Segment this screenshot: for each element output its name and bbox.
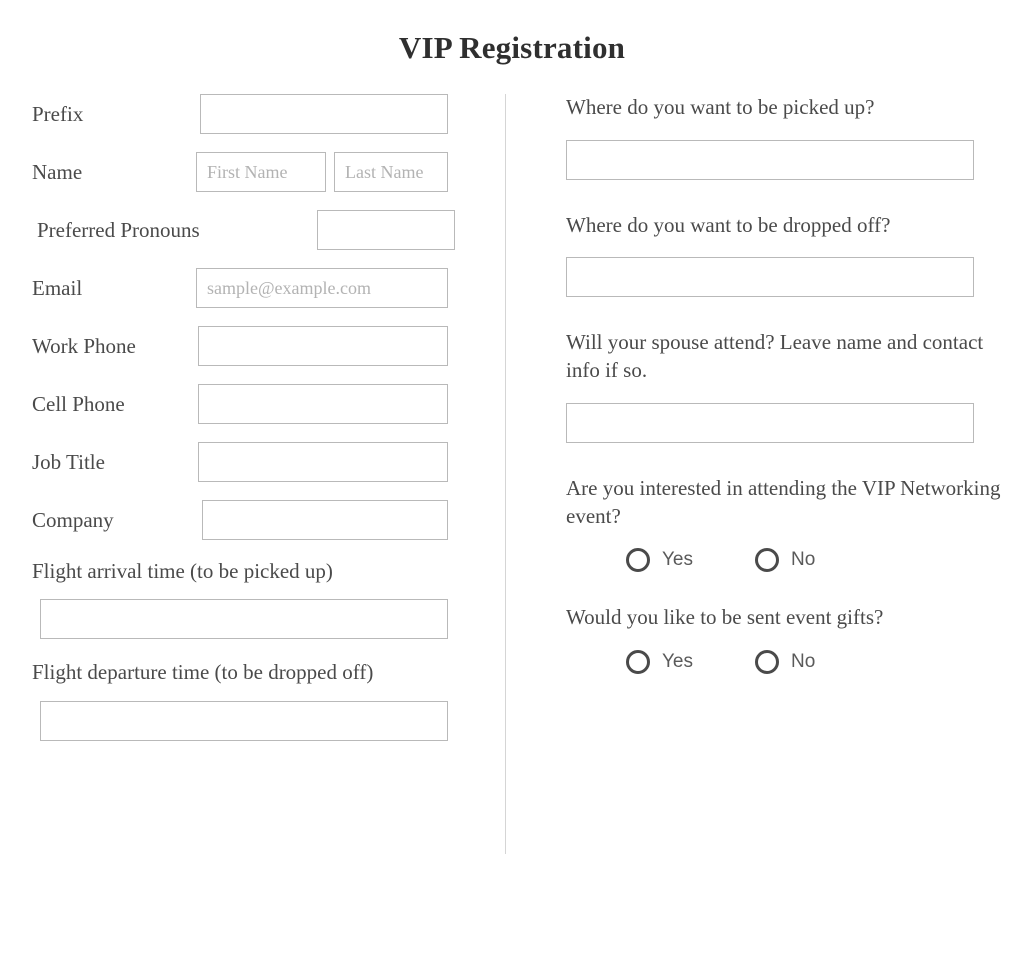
radio-circle-icon[interactable]: [755, 548, 779, 572]
prefix-label: Prefix: [32, 101, 84, 126]
field-row-email: [32, 268, 485, 308]
cell-phone-input[interactable]: [198, 384, 448, 424]
radio-circle-icon[interactable]: [755, 650, 779, 674]
spouse-label: Will your spouse attend? Leave name and contact info if so.: [566, 330, 984, 383]
job-title-input[interactable]: [198, 442, 448, 482]
radio-circle-icon[interactable]: [626, 548, 650, 572]
field-row-cell-phone: [32, 384, 485, 424]
question-block-networking: [566, 475, 1004, 572]
email-input[interactable]: [196, 268, 448, 308]
field-block-flight-arrival: [32, 558, 485, 639]
gifts-option-no-label: No: [791, 651, 816, 673]
question-block-gifts: [566, 604, 1004, 674]
networking-option-yes[interactable]: [626, 548, 693, 572]
networking-label: Are you interested in attending the VIP Networking event?: [566, 475, 1001, 528]
work-phone-input[interactable]: [198, 326, 448, 366]
job-title-label: Job Title: [32, 449, 105, 474]
dropoff-label: Where do you want to be dropped off?: [566, 212, 891, 237]
work-phone-label: Work Phone: [32, 333, 136, 358]
cell-phone-label: Cell Phone: [32, 391, 125, 416]
first-name-input[interactable]: [196, 152, 326, 192]
gifts-radio-group: [566, 650, 1004, 674]
flight-arrival-label: Flight arrival time (to be picked up): [32, 559, 333, 583]
field-block-flight-departure: [32, 659, 485, 740]
company-label: Company: [32, 507, 114, 532]
field-row-pronouns: [32, 210, 485, 250]
networking-option-no-label: No: [791, 549, 816, 571]
company-input[interactable]: [202, 500, 448, 540]
flight-arrival-input[interactable]: [40, 599, 448, 639]
question-block-dropoff: [566, 212, 1004, 298]
networking-option-yes-label: Yes: [662, 549, 693, 571]
field-row-work-phone: [32, 326, 485, 366]
dropoff-input[interactable]: [566, 257, 974, 297]
gifts-option-yes-label: Yes: [662, 651, 693, 673]
email-label: Email: [32, 275, 83, 300]
page-title: VIP Registration: [398, 30, 626, 65]
right-column: [506, 94, 1024, 854]
gifts-label: Would you like to be sent event gifts?: [566, 605, 884, 630]
question-block-spouse: [566, 329, 1004, 442]
name-label: Name: [32, 159, 83, 184]
left-column: [0, 94, 505, 854]
prefix-input[interactable]: [200, 94, 448, 134]
spouse-input[interactable]: [566, 403, 974, 443]
flight-departure-input[interactable]: [40, 701, 448, 741]
field-row-name: [32, 152, 485, 192]
field-row-job-title: [32, 442, 485, 482]
last-name-input[interactable]: [334, 152, 448, 192]
field-row-company: [32, 500, 485, 540]
flight-departure-label: Flight departure time (to be dropped off): [32, 660, 374, 685]
pronouns-label: Preferred Pronouns: [37, 217, 200, 242]
form-columns: [0, 66, 1024, 854]
networking-option-no[interactable]: [755, 548, 815, 572]
gifts-option-yes[interactable]: [626, 650, 693, 674]
radio-circle-icon[interactable]: [626, 650, 650, 674]
networking-radio-group: [566, 548, 1004, 572]
field-row-prefix: [32, 94, 485, 134]
pickup-label: Where do you want to be picked up?: [566, 95, 875, 119]
pickup-input[interactable]: [566, 140, 974, 180]
pronouns-input[interactable]: [317, 210, 455, 250]
question-block-pickup: [566, 94, 1004, 180]
gifts-option-no[interactable]: [755, 650, 815, 674]
